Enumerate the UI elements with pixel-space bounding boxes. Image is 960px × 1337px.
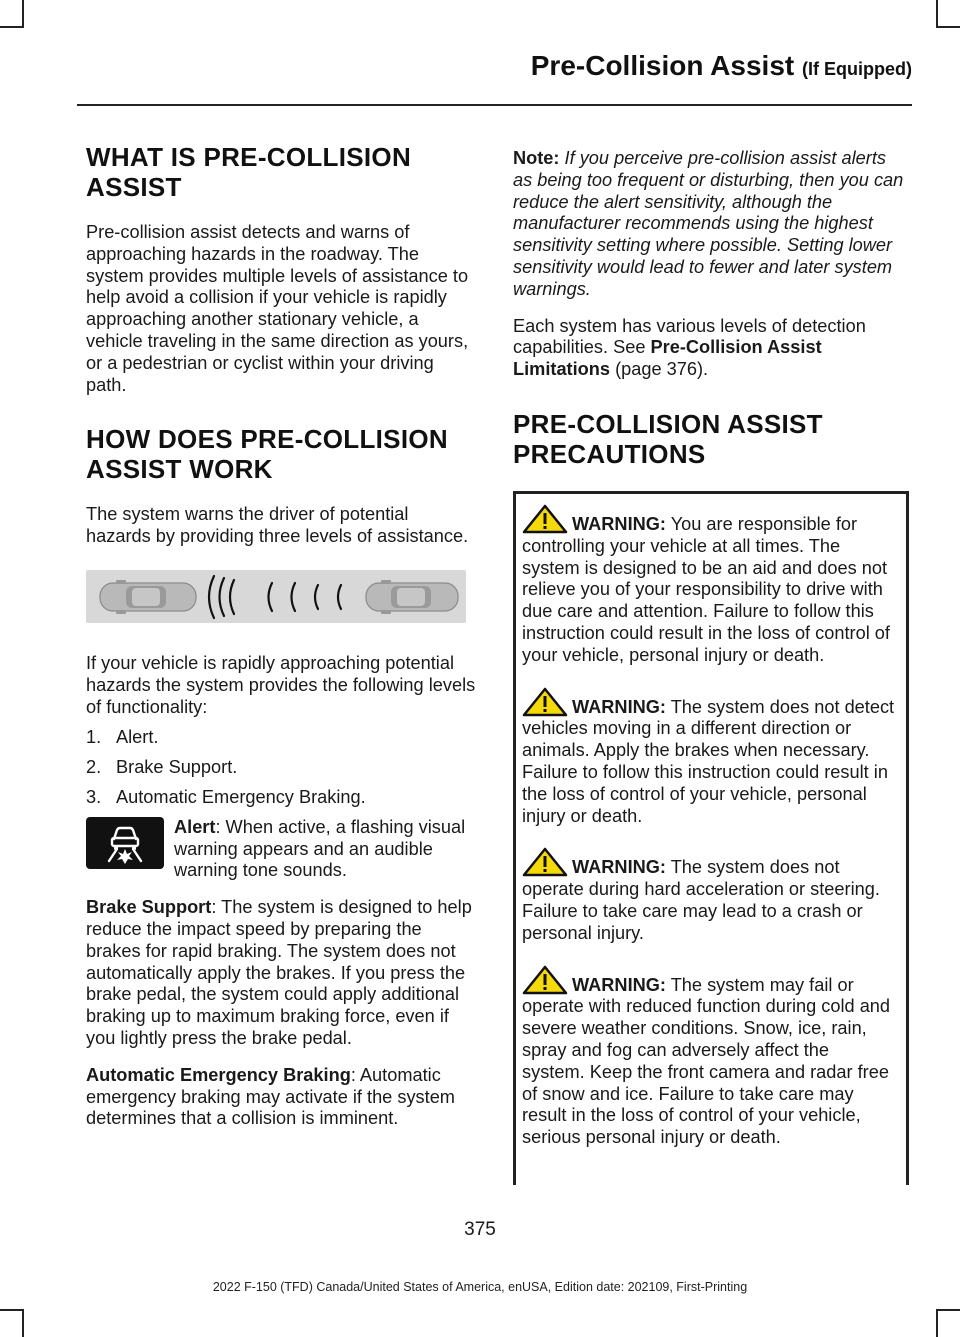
warnings-box bbox=[513, 491, 909, 1185]
warning-text: You are responsible for controlling your vehicle at all times. The system is designed to be an aid and does not relieve you of your responsibility to drive with due care and attention. Failure to follow this instruction could result in the loss of control of your vehicle, personal injury or death. bbox=[522, 513, 890, 665]
right-column bbox=[513, 148, 909, 1185]
brake-support-text: : The system is designed to help reduce the impact speed by preparing the brakes for rapid braking. The system does not automatically apply the brakes. If you press the brake pedal, the system could apply additional braking up to maximum braking force, even if you lightly press the brake pedal. bbox=[86, 897, 472, 1048]
warning-item bbox=[522, 687, 896, 828]
note-paragraph bbox=[513, 148, 909, 301]
list-number: 3. bbox=[86, 786, 102, 807]
crop-mark bbox=[936, 1309, 938, 1337]
list-item bbox=[86, 757, 478, 779]
alert-description bbox=[86, 817, 478, 882]
capabilities-text: Each system has various levels of detection capabilities. See bbox=[513, 315, 866, 358]
crop-mark bbox=[22, 1309, 24, 1337]
alert-text: : When active, a flashing visual warning appears and an audible warning tone sounds. bbox=[174, 816, 466, 881]
left-column bbox=[86, 142, 478, 1130]
heading-line: ASSIST bbox=[86, 172, 182, 202]
warning-label: WARNING: bbox=[572, 974, 666, 995]
crop-mark bbox=[936, 0, 938, 28]
warning-label: WARNING: bbox=[572, 513, 666, 534]
list-text: Brake Support. bbox=[116, 757, 238, 778]
warning-label: WARNING: bbox=[572, 857, 666, 878]
warning-text: The system does not operate during hard acceleration or steering. Failure to take care may lead to a crash or personal injury. bbox=[522, 857, 880, 943]
header-title: Pre-Collision Assist bbox=[530, 50, 795, 81]
warning-levels-illustration bbox=[86, 570, 466, 623]
page-number: 375 bbox=[464, 1219, 496, 1240]
page-header bbox=[0, 50, 912, 82]
crop-mark bbox=[0, 1309, 22, 1311]
header-qualifier: (If Equipped) bbox=[802, 59, 912, 79]
warning-item bbox=[522, 965, 896, 1149]
warning-triangle-icon bbox=[522, 847, 568, 877]
warning-triangle-icon bbox=[522, 504, 568, 534]
warning-triangle-icon bbox=[522, 965, 568, 995]
cross-reference-link[interactable]: Pre-Collision Assist Limitations bbox=[513, 337, 822, 380]
heading-line: PRECAUTIONS bbox=[513, 438, 706, 469]
warning-item bbox=[522, 847, 896, 944]
aeb-text: : Automatic emergency braking may activate if the system determines that a collision is imminent. bbox=[86, 1064, 455, 1129]
crop-mark bbox=[22, 0, 24, 28]
brake-support-term: Brake Support bbox=[86, 897, 212, 918]
crop-mark bbox=[938, 26, 960, 28]
levels-intro: If your vehicle is rapidly approaching potential hazards the system provides the following levels of functionality: bbox=[86, 652, 476, 717]
note-text: If you perceive pre-collision assist alerts as being too frequent or disturbing, then you can reduce the alert sensitivity, although the manufacturer recommends using the highest sensitivity setting where possible. Setting lower sensitivity would lead to fewer and later system warnings. bbox=[513, 148, 904, 299]
alert-term: Alert bbox=[174, 816, 216, 837]
brake-support-paragraph bbox=[86, 897, 478, 1050]
pre-collision-alert-icon bbox=[86, 817, 164, 869]
list-text: Automatic Emergency Braking. bbox=[116, 786, 366, 807]
list-item bbox=[86, 727, 478, 749]
list-item bbox=[86, 787, 478, 809]
note-label: Note: bbox=[513, 148, 560, 168]
warning-triangle-icon bbox=[522, 687, 568, 717]
aeb-term: Automatic Emergency Braking bbox=[86, 1064, 351, 1085]
page-footer: 2022 F-150 (TFD) Canada/United States of America, enUSA, Edition date: 202109, First-Printing bbox=[212, 1280, 748, 1294]
list-number: 2. bbox=[86, 757, 102, 778]
warning-label: WARNING: bbox=[572, 696, 666, 717]
section-heading-what-is bbox=[86, 142, 478, 202]
warning-item bbox=[522, 504, 896, 667]
cars-illustration-graphic bbox=[86, 570, 466, 623]
crop-mark bbox=[0, 26, 22, 28]
heading-line: WHAT IS PRE-COLLISION bbox=[86, 142, 412, 172]
capabilities-paragraph bbox=[513, 316, 909, 381]
section-heading-precautions bbox=[513, 409, 909, 469]
section-body: Pre-collision assist detects and warns of approaching hazards in the roadway. The system provides multiple levels of assistance to help avoid a collision if your vehicle is rapidly approaching another stationary vehicle, a vehicle traveling in the same direction as yours, or a pedestrian or cyclist within your driving path. bbox=[86, 222, 469, 395]
warning-text: The system does not detect vehicles moving in a different direction or animals. Apply the brakes when necessary. Failure to follow this instruction could result in the loss of control of your vehicle, personal injury or death. bbox=[522, 696, 895, 826]
alert-text-block bbox=[174, 817, 478, 882]
list-number: 1. bbox=[86, 727, 102, 748]
heading-line: PRE-COLLISION ASSIST bbox=[513, 408, 823, 439]
aeb-paragraph bbox=[86, 1065, 478, 1130]
page-reference: (page 376). bbox=[610, 359, 709, 380]
crop-mark bbox=[938, 1309, 960, 1311]
list-text: Alert. bbox=[116, 727, 159, 748]
section-body: The system warns the driver of potential hazards by providing three levels of assistance. bbox=[86, 504, 469, 547]
header-divider bbox=[77, 104, 912, 106]
heading-line: ASSIST WORK bbox=[86, 454, 273, 485]
warning-text: The system may fail or operate with reduced function during cold and severe weather conditions. Snow, ice, rain, spray and fog can adversely affect the system. Keep the front camera and radar free of snow and ice. Failure to take care may result in the loss of control of your vehicle, serious personal injury or death. bbox=[522, 974, 891, 1148]
levels-list bbox=[86, 727, 478, 808]
heading-line: HOW DOES PRE-COLLISION bbox=[86, 424, 448, 455]
section-heading-how-does bbox=[86, 424, 478, 484]
